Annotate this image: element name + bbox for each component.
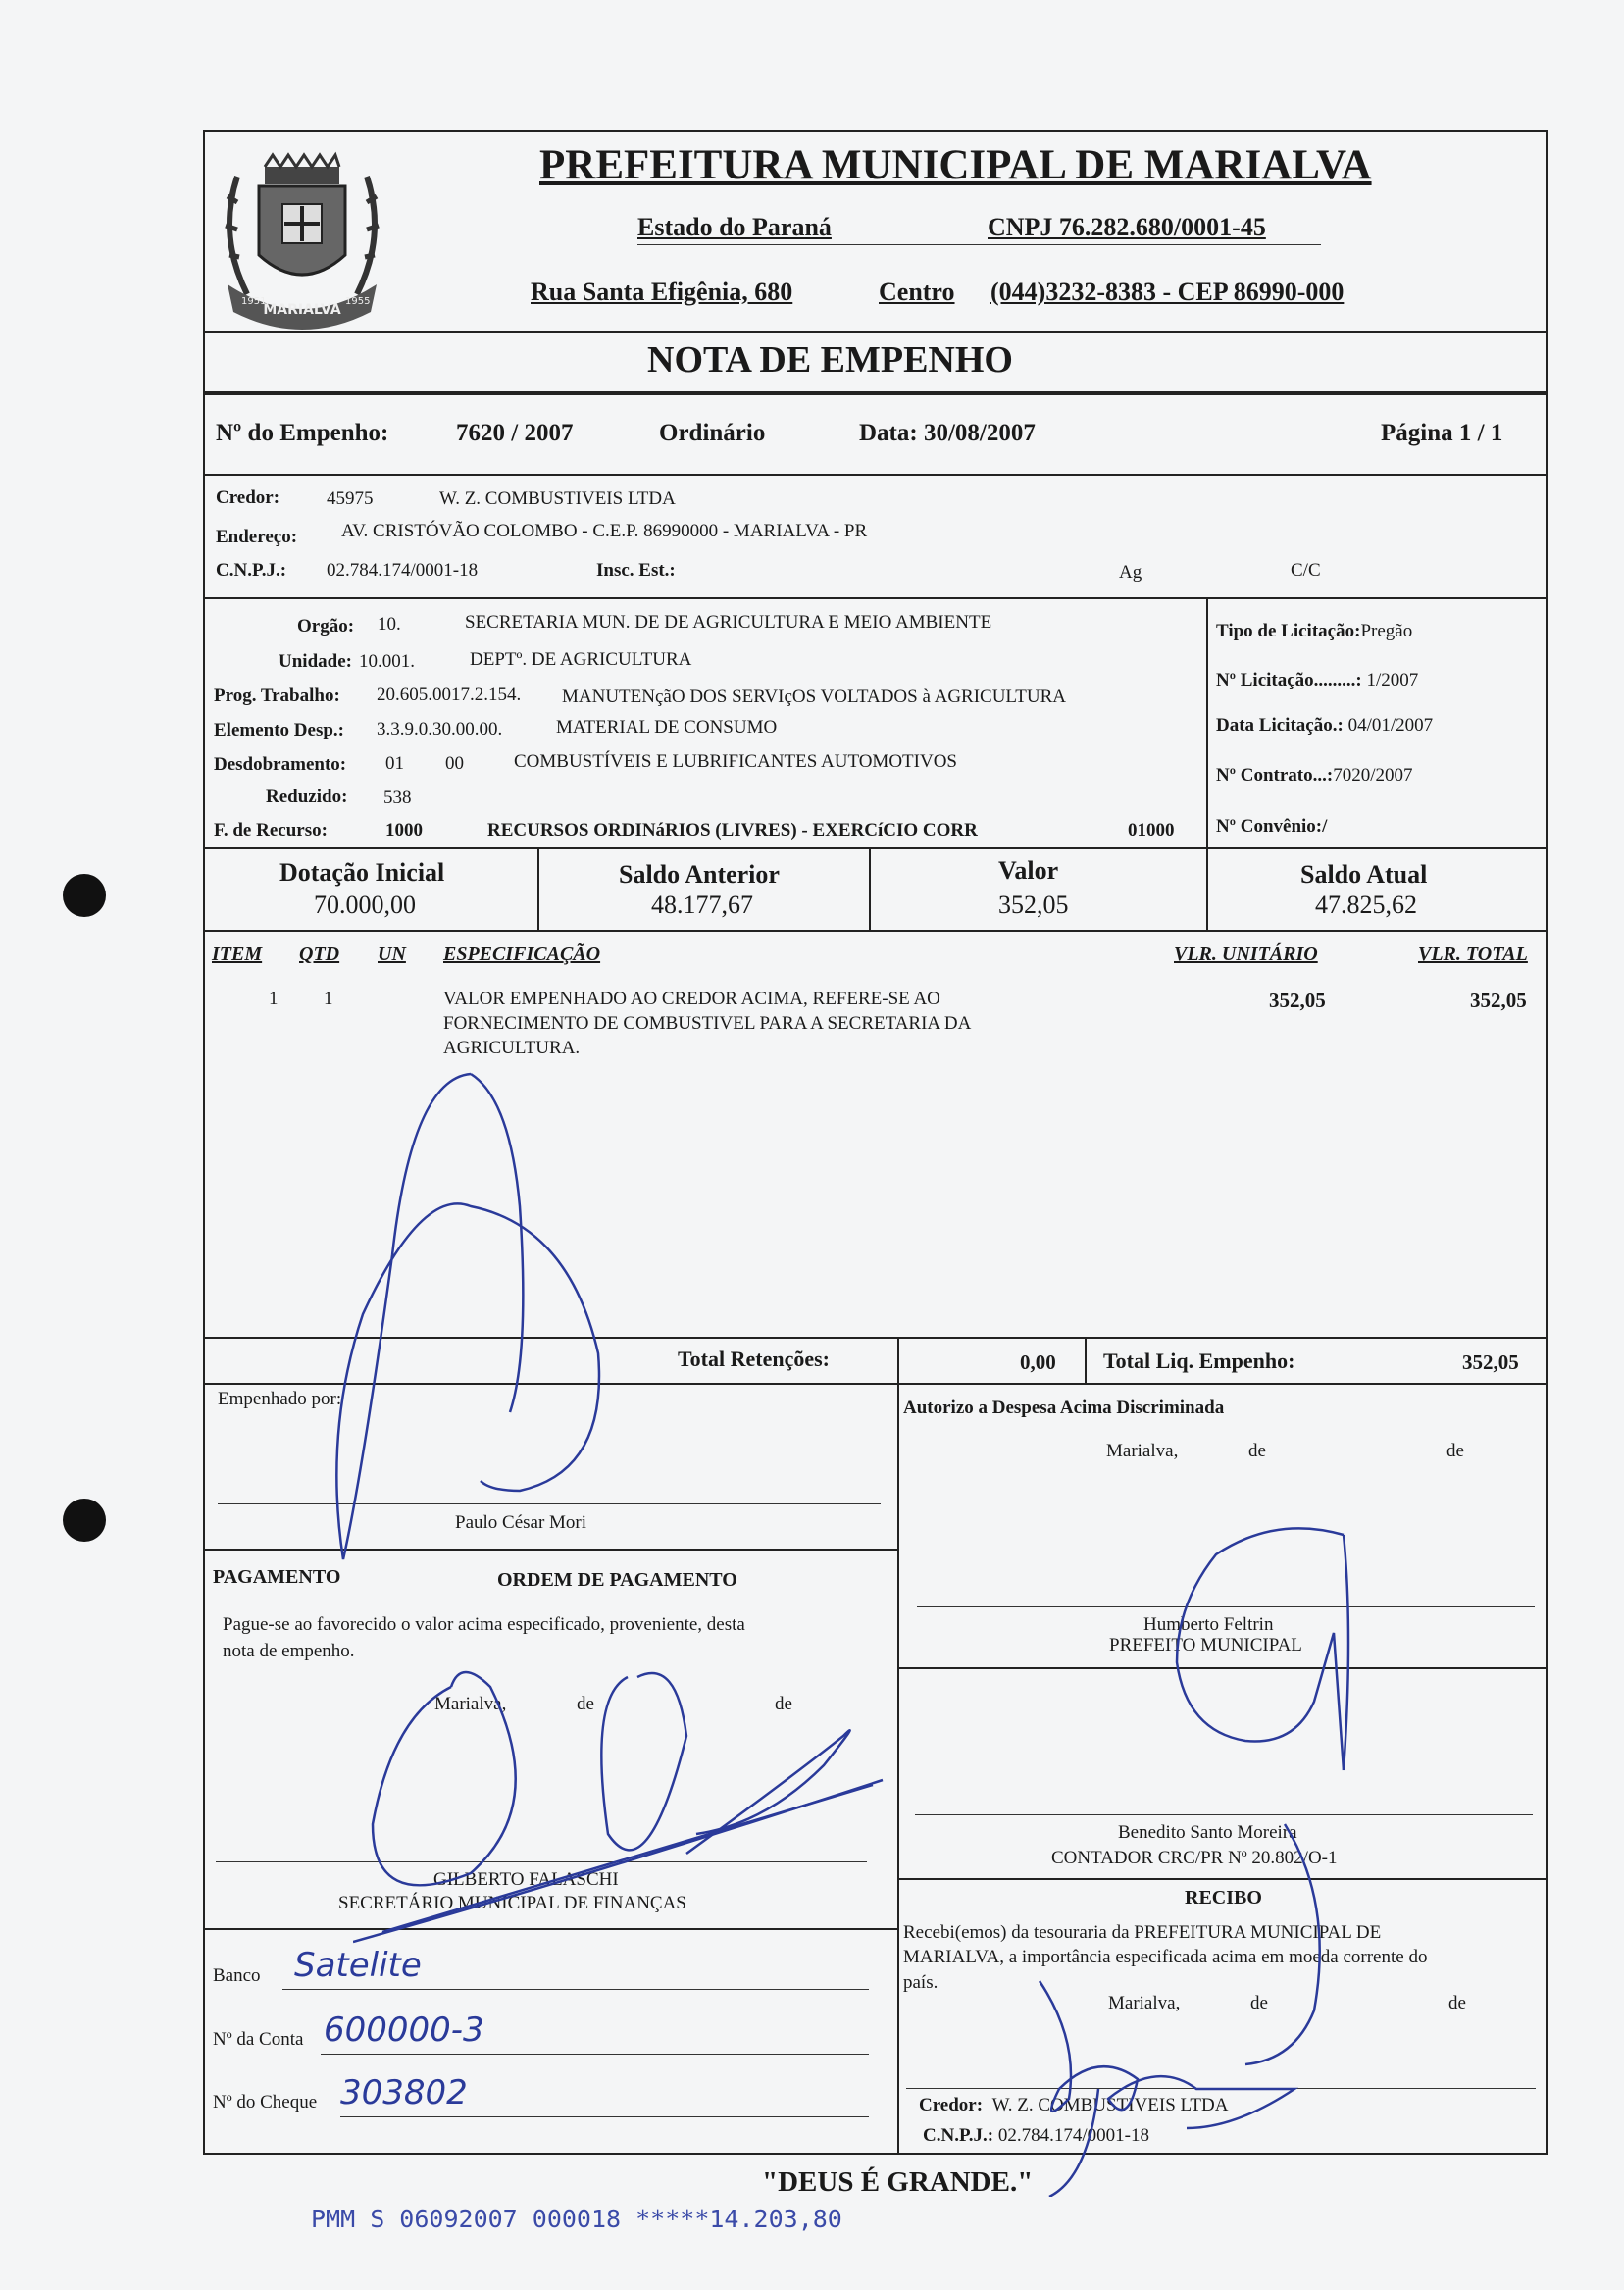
punch-hole-top	[63, 874, 106, 917]
autorizo-label: Autorizo a Despesa Acima Discriminada	[903, 1398, 1225, 1418]
credor-code: 45975	[327, 488, 374, 509]
totais-divider-1	[897, 1337, 899, 1383]
recibo-cnpj-label: C.N.P.J.:	[923, 2125, 994, 2146]
secretario-role: SECRETÁRIO MUNICIPAL DE FINANÇAS	[338, 1893, 686, 1913]
endereco-value: AV. CRISTÓVÃO COLOMBO - C.E.P. 86990000 - MARIALVA - PR	[341, 521, 868, 541]
banco-value: Satelite	[294, 1946, 422, 1985]
licitacao-convenio: Nº Convênio:/	[1216, 816, 1328, 837]
recibo-de1: de	[1250, 1993, 1268, 2013]
empenho-number: 7620 / 2007	[456, 420, 574, 446]
totais-divider-2	[1085, 1337, 1087, 1383]
prog-label: Prog. Trabalho:	[214, 686, 340, 706]
total-liq-value: 352,05	[1462, 1350, 1519, 1374]
divider-licitacao-v	[1206, 597, 1208, 847]
contador-name: Benedito Santo Moreira	[1118, 1822, 1297, 1843]
item-espec-line2: FORNECIMENTO DE COMBUSTIVEL PARA A SECRETARIA DA	[443, 1013, 972, 1034]
desdobramento-code1: 01	[385, 753, 404, 774]
punch-hole-bottom	[63, 1499, 106, 1542]
recurso-code: 1000	[385, 820, 423, 840]
seal-name: MARIALVA	[263, 302, 341, 318]
cheque-line	[340, 2116, 869, 2117]
unidade-label: Unidade:	[279, 651, 352, 672]
recibo-text-line3: país.	[903, 1972, 939, 1993]
divider-header	[203, 331, 1548, 333]
recurso-value: RECURSOS ORDINáRIOS (LIVRES) - EXERCíCIO CORR	[487, 820, 978, 840]
recurso-label: F. de Recurso:	[214, 820, 328, 840]
item-espec-line3: AGRICULTURA.	[443, 1038, 581, 1058]
empenho-type: Ordinário	[659, 420, 766, 446]
autorizo-city: Marialva,	[1106, 1441, 1179, 1461]
credor-label: Credor:	[216, 487, 280, 508]
col-vlr-total: VLR. TOTAL	[1418, 943, 1528, 965]
signature-humberto	[1157, 1515, 1353, 1780]
empenhado-label: Empenhado por:	[218, 1389, 342, 1409]
footer-stamp: PMM S 06092007 000018 *****14.203,80	[311, 2205, 842, 2233]
pagamento-label: PAGAMENTO	[213, 1566, 341, 1588]
licitacao-contrato-value: 7020/2007	[1333, 765, 1413, 786]
document-title: NOTA DE EMPENHO	[647, 339, 1013, 381]
licitacao-contrato-label: Nº Contrato...:	[1216, 765, 1334, 786]
cnpj-prefeitura: CNPJ 76.282.680/0001-45	[988, 213, 1266, 241]
item-vlr-total: 352,05	[1470, 989, 1527, 1012]
ag-label: Ag	[1119, 562, 1142, 583]
licitacao-contrato	[1216, 765, 1412, 787]
saldo-anterior-value: 48.177,67	[651, 891, 753, 919]
pagamento-de1: de	[577, 1694, 594, 1714]
total-retencoes-label: Total Retenções:	[678, 1347, 830, 1371]
estado: Estado do Paraná	[637, 213, 832, 241]
desdobramento-label: Desdobramento:	[214, 754, 347, 775]
municipal-seal	[208, 137, 396, 331]
divider-credor	[203, 597, 1548, 599]
seal-year-right: 1955	[345, 296, 371, 307]
licitacao-num-label: Nº Licitação.........:	[1216, 670, 1362, 690]
total-liq-label: Total Liq. Empenho:	[1103, 1349, 1295, 1373]
orgao-value: SECRETARIA MUN. DE DE AGRICULTURA E MEIO AMBIENTE	[465, 612, 992, 633]
autorizo-de2: de	[1446, 1441, 1464, 1461]
item-vlr-unitario: 352,05	[1269, 989, 1326, 1012]
cc-label: C/C	[1291, 560, 1321, 581]
pagamento-text-line1: Pague-se ao favorecido o valor acima especificado, proveniente, desta	[223, 1614, 745, 1635]
col-un: UN	[378, 943, 406, 965]
licitacao-data-value: 04/01/2007	[1347, 715, 1434, 736]
footer-motto: "DEUS É GRANDE."	[762, 2166, 1034, 2198]
signature-paulo	[324, 1059, 618, 1569]
licitacao-num	[1216, 670, 1418, 691]
desdobramento-code2: 00	[445, 753, 464, 774]
divider-empenho	[203, 474, 1548, 476]
recibo-cnpj-value: 02.784.174/0001-18	[997, 2125, 1149, 2146]
signature-gilberto	[353, 1657, 902, 1952]
recibo-text-line1: Recebi(emos) da tesouraria da PREFEITURA MUNICIPAL DE	[903, 1922, 1382, 1943]
item-espec-line1: VALOR EMPENHADO AO CREDOR ACIMA, REFERE-SE AO	[443, 989, 940, 1009]
recibo-credor-label: Credor:	[919, 2095, 984, 2115]
address-phone-cep: (044)3232-8383 - CEP 86990-000	[990, 278, 1345, 306]
conta-label: Nº da Conta	[213, 2029, 304, 2050]
prog-value: MANUTENçãO DOS SERVIçOS VOLTADOS à AGRICULTURA	[562, 687, 1067, 707]
orgao-label: Orgão:	[297, 616, 355, 636]
elemento-value: MATERIAL DE CONSUMO	[556, 717, 778, 738]
insc-label: Insc. Est.:	[596, 560, 676, 581]
banco-line	[282, 1989, 869, 1990]
pagamento-text-line2: nota de empenho.	[223, 1641, 355, 1661]
licitacao-tipo-label: Tipo de Licitação:	[1216, 621, 1361, 641]
credor-cnpj-label: C.N.P.J.:	[216, 560, 287, 581]
unidade-code: 10.001.	[359, 651, 415, 672]
autorizo-de1: de	[1248, 1441, 1266, 1461]
recibo-label: RECIBO	[1185, 1887, 1262, 1908]
address-street: Rua Santa Efigênia, 680	[531, 278, 793, 306]
credor-name: W. Z. COMBUSTIVEIS LTDA	[439, 488, 676, 509]
reduzido-label: Reduzido:	[266, 787, 348, 807]
recibo-city: Marialva,	[1108, 1993, 1181, 2013]
saldo-divider-1	[537, 847, 539, 930]
saldo-divider-2	[869, 847, 871, 930]
divider-title	[203, 391, 1548, 395]
dotacao-inicial-label: Dotação Inicial	[279, 858, 445, 887]
elemento-code: 3.3.9.0.30.00.00.	[377, 719, 503, 739]
endereco-label: Endereço:	[216, 527, 298, 547]
saldo-atual-label: Saldo Atual	[1300, 860, 1428, 889]
item-number: 1	[269, 989, 279, 1009]
valor-label: Valor	[998, 856, 1059, 885]
prefeitura-title: PREFEITURA MUNICIPAL DE MARIALVA	[539, 142, 1372, 188]
conta-line	[321, 2054, 869, 2055]
estado-underline	[637, 244, 1321, 245]
credor-cnpj: 02.784.174/0001-18	[327, 560, 479, 581]
signature-benedito	[1020, 1805, 1373, 2197]
page-number: Página 1 / 1	[1381, 420, 1503, 446]
unidade-value: DEPTº. DE AGRICULTURA	[470, 649, 692, 670]
col-item: ITEM	[212, 943, 263, 965]
banco-label: Banco	[213, 1965, 261, 1986]
dotacao-inicial-value: 70.000,00	[314, 891, 416, 919]
licitacao-tipo	[1216, 621, 1412, 642]
recurso-code2: 01000	[1128, 820, 1175, 840]
divider-saldos-top	[203, 847, 1548, 849]
empenho-date: Data: 30/08/2007	[859, 420, 1036, 446]
col-especificacao: ESPECIFICAÇÃO	[443, 943, 601, 965]
licitacao-data-label: Data Licitação.:	[1216, 715, 1344, 736]
licitacao-data	[1216, 715, 1433, 737]
recibo-credor-value: W. Z. COMBUSTIVEIS LTDA	[991, 2095, 1229, 2115]
elemento-label: Elemento Desp.:	[214, 720, 344, 740]
contador-role: CONTADOR CRC/PR Nº 20.802/O-1	[1051, 1848, 1338, 1868]
pagamento-de2: de	[775, 1694, 792, 1714]
col-vlr-unitario: VLR. UNITÁRIO	[1174, 943, 1318, 965]
conta-value: 600000-3	[324, 2010, 484, 2050]
reduzido-value: 538	[383, 788, 412, 808]
col-qtd: QTD	[299, 943, 340, 965]
licitacao-num-value: 1/2007	[1366, 670, 1419, 690]
saldo-anterior-label: Saldo Anterior	[619, 860, 780, 889]
prog-code: 20.605.0017.2.154.	[377, 685, 522, 705]
cheque-value: 303802	[340, 2073, 468, 2112]
address-centro: Centro	[879, 278, 955, 306]
prefeito-role: PREFEITO MUNICIPAL	[1109, 1635, 1302, 1655]
empenhado-name: Paulo César Mori	[455, 1512, 587, 1533]
seal-year-left: 1951	[241, 296, 267, 307]
divider-saldos-bottom	[203, 930, 1548, 932]
saldo-atual-value: 47.825,62	[1315, 891, 1417, 919]
saldo-divider-3	[1206, 847, 1208, 930]
desdobramento-value: COMBUSTÍVEIS E LUBRIFICANTES AUTOMOTIVOS	[514, 751, 957, 772]
valor-value: 352,05	[998, 891, 1069, 919]
secretario-name: GILBERTO FALASCHI	[433, 1869, 619, 1890]
total-retencoes-value: 0,00	[1020, 1350, 1056, 1374]
licitacao-tipo-value: Pregão	[1360, 621, 1413, 641]
prefeito-name: Humberto Feltrin	[1143, 1614, 1274, 1635]
recibo-text-line2: MARIALVA, a importância especificada acima em moeda corrente do	[903, 1947, 1428, 1967]
empenho-label: Nº do Empenho:	[216, 420, 389, 446]
recibo-de2: de	[1448, 1993, 1466, 2013]
cheque-label: Nº do Cheque	[213, 2092, 318, 2112]
pagamento-city: Marialva,	[434, 1694, 507, 1714]
ordem-pagamento-label: ORDEM DE PAGAMENTO	[497, 1569, 737, 1591]
item-qtd: 1	[324, 989, 333, 1009]
orgao-code: 10.	[378, 614, 401, 635]
